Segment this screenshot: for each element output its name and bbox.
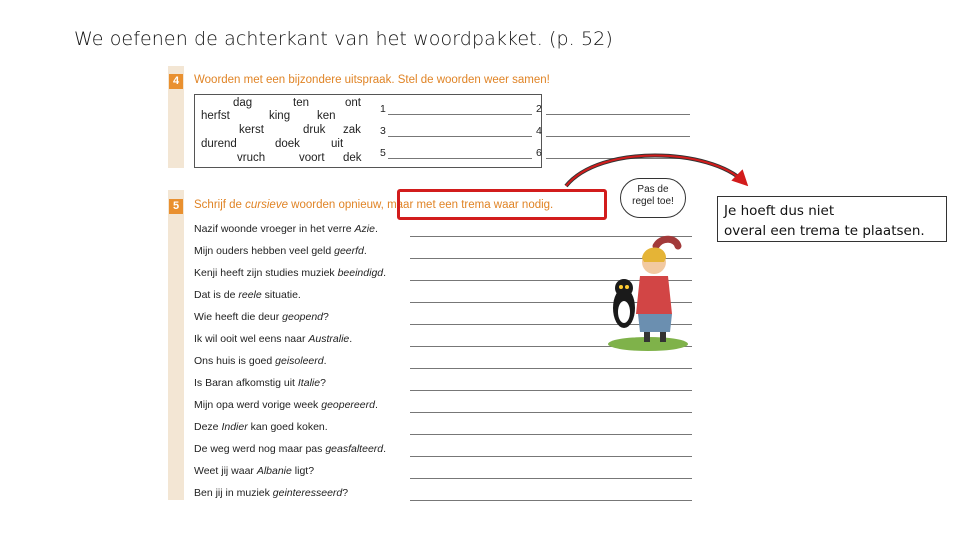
speech-bubble-line: Pas de	[637, 184, 669, 195]
girl-with-cat-illustration	[604, 232, 690, 352]
explanation-callout	[717, 196, 947, 242]
answer-line[interactable]	[410, 456, 692, 457]
answer-line[interactable]	[546, 114, 690, 115]
italic-word: geerfd	[334, 245, 364, 257]
sentence-row: Deze Indier kan goed koken.	[194, 421, 328, 433]
word: doek	[275, 138, 300, 150]
word: ten	[293, 97, 309, 109]
word: ken	[317, 110, 336, 122]
answer-number: 1	[380, 103, 386, 115]
italic-word: reele	[238, 289, 262, 301]
answer-number: 4	[536, 125, 542, 137]
answer-line[interactable]	[410, 412, 692, 413]
exercise-4-number: 4	[169, 74, 183, 89]
italic-word: beeindigd	[337, 267, 384, 279]
answer-line[interactable]	[388, 136, 532, 137]
sentence-row: Ons huis is goed geisoleerd.	[194, 355, 327, 367]
sentence-row: Ben jij in muziek geinteresseerd?	[194, 487, 349, 499]
word: herfst	[201, 110, 230, 122]
word: kerst	[239, 124, 264, 136]
word: uit	[331, 138, 344, 150]
italic-word: Italie	[297, 377, 321, 389]
word: ont	[345, 97, 361, 109]
sentence-row: Mijn opa werd vorige week geopereerd.	[194, 399, 378, 411]
italic-word: geopend	[282, 311, 324, 323]
word: voort	[299, 152, 325, 164]
answer-line[interactable]	[410, 478, 692, 479]
word: zak	[343, 124, 361, 136]
italic-word: Australie	[308, 333, 350, 345]
sentence-row: Kenji heeft zijn studies muziek beeindigd.	[194, 267, 387, 279]
answer-number: 6	[536, 147, 542, 159]
word: vruch	[237, 152, 266, 164]
answer-number: 5	[380, 147, 386, 159]
exercise-5-instruction: Schrijf de cursieve woorden opnieuw, maar met een trema waar nodig.	[194, 199, 554, 211]
answer-number: 3	[380, 125, 386, 137]
answer-line[interactable]	[410, 390, 692, 391]
italic-word: geasfalteerd	[325, 443, 384, 455]
speech-bubble-line: regel toe!	[632, 196, 674, 207]
callout-line: overal een trema te plaatsen.	[724, 223, 925, 239]
word: druk	[303, 124, 326, 136]
word: durend	[201, 138, 237, 150]
italic-word: Albanie	[256, 465, 292, 477]
word-box	[194, 94, 542, 168]
italic-word: geopereerd	[321, 399, 375, 411]
sentence-row: Weet jij waar Albanie ligt?	[194, 465, 315, 477]
sentence-row: Ik wil ooit wel eens naar Australie.	[194, 333, 353, 345]
exercise-4-instruction: Woorden met een bijzondere uitspraak. Stel de woorden weer samen!	[194, 74, 550, 86]
sentence-row: Is Baran afkomstig uit Italie?	[194, 377, 326, 389]
answer-line[interactable]	[388, 114, 532, 115]
slide-title: We oefenen de achterkant van het woordpakket. (p. 52)	[74, 28, 613, 50]
italic-word: Indier	[221, 421, 248, 433]
sentence-row: Mijn ouders hebben veel geld geerfd.	[194, 245, 367, 257]
answer-line[interactable]	[410, 434, 692, 435]
answer-line[interactable]	[388, 158, 532, 159]
sentence-row: De weg werd nog maar pas geasfalteerd.	[194, 443, 387, 455]
speech-bubble	[620, 178, 686, 218]
sentence-row: Wie heeft die deur geopend?	[194, 311, 329, 323]
exercise-5-strip	[168, 190, 184, 500]
italic-word: geinteresseerd	[272, 487, 343, 499]
word: dek	[343, 152, 362, 164]
sentence-row: Nazif woonde vroeger in het verre Azie.	[194, 223, 378, 235]
word: dag	[233, 97, 253, 109]
callout-line: Je hoeft dus niet	[724, 203, 835, 219]
italic-word: Azie	[354, 223, 375, 235]
answer-number: 2	[536, 103, 542, 115]
answer-line[interactable]	[410, 500, 692, 501]
word: king	[269, 110, 291, 122]
sentence-row: Dat is de reele situatie.	[194, 289, 301, 301]
answer-line[interactable]	[410, 368, 692, 369]
exercise-5-number: 5	[169, 199, 183, 214]
italic-word: geisoleerd	[275, 355, 324, 367]
answer-line[interactable]	[546, 136, 690, 137]
